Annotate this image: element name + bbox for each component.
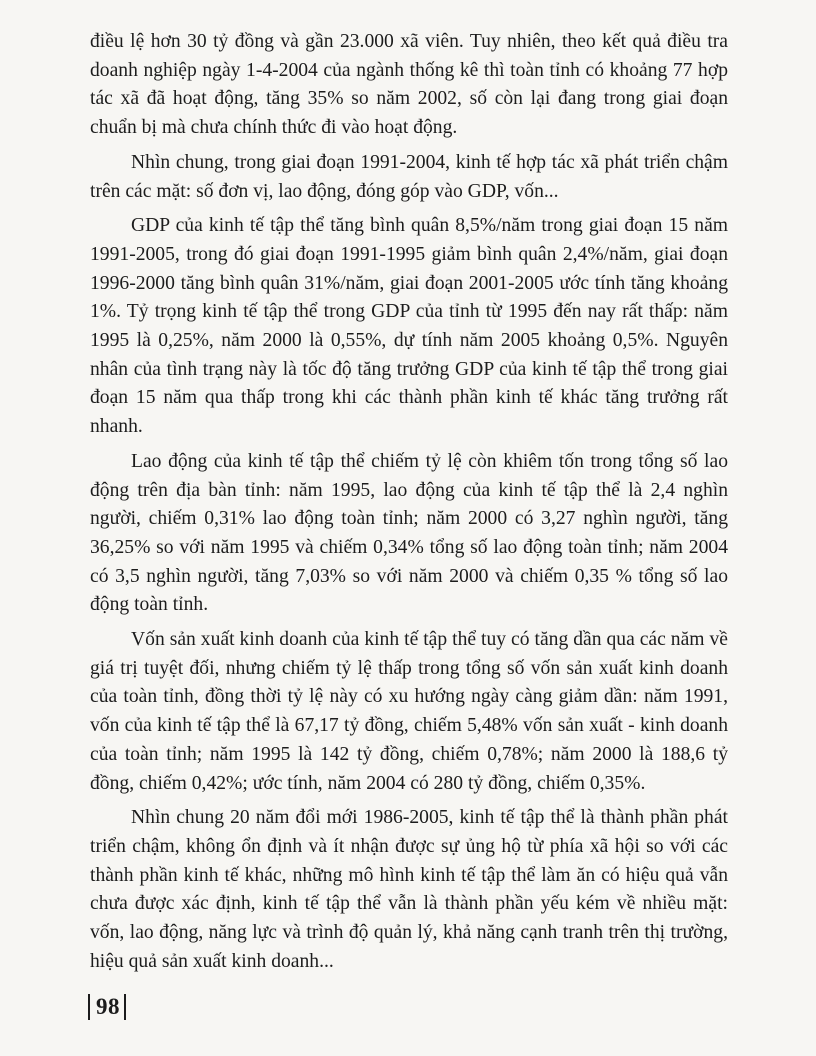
paragraph-collective-capital: Vốn sản xuất kinh doanh của kinh tế tập thể tuy có tăng dần qua các năm về giá trị tuyệt đối, nhưng chiếm tỷ lệ thấp trong tổng số vốn sản xuất kinh doanh của toàn tỉnh, đồng thời tỷ lệ này có xu hướng ngày càng giảm dần: năm 1991, vốn của kinh tế tập thể là 67,17 tỷ đồng, chiếm 5,48% vốn sản xuất - kinh doanh của toàn tỉnh; năm 1995 là 142 tỷ đồng, chiếm 0,78%; năm 2000 là 188,6 tỷ đồng, chiếm 0,42%; ước tính, năm 2004 có 280 tỷ đồng, chiếm 0,35%. [90, 629, 728, 794]
paragraph-cooperative-overview: Nhìn chung, trong giai đoạn 1991-2004, kinh tế hợp tác xã phát triển chậm trên các mặt: số đơn vị, lao động, đóng góp vào GDP, vốn... [90, 151, 728, 202]
page-body [90, 28, 728, 983]
paragraph-continuation: điều lệ hơn 30 tỷ đồng và gần 23.000 xã viên. Tuy nhiên, theo kết quả điều tra doanh nghiệp ngày 1-4-2004 của ngành thống kê thì toàn tỉnh có khoảng 77 hợp tác xã đã hoạt động, tăng 35% so năm 2002, số còn lại đang trong giai đoạn chuẩn bị mà chưa chính thức đi vào hoạt động. [90, 31, 728, 139]
paragraph-collective-labor: Lao động của kinh tế tập thể chiếm tỷ lệ còn khiêm tốn trong tổng số lao động trên địa bàn tỉnh: năm 1995, lao động của kinh tế tập thể là 2,4 nghìn người, chiếm 0,31% lao động toàn tỉnh; năm 2000 có 3,27 nghìn người, tăng 36,25% so với năm 1995 và chiếm 0,34% tổng số lao động toàn tỉnh; năm 2004 có 3,5 nghìn người, tăng 7,03% so với năm 2000 và chiếm 0,35 % tổng số lao động toàn tỉnh. [90, 450, 728, 616]
paragraph-summary-1986-2005: Nhìn chung 20 năm đổi mới 1986-2005, kinh tế tập thể là thành phần phát triển chậm, không ổn định và ít nhận được sự ủng hộ từ phía xã hội so với các thành phần kinh tế khác, những mô hình kinh tế tập thể làm ăn có hiệu quả vẫn chưa được xác định, kinh tế tập thể vẫn là thành phần yếu kém về nhiều mặt: vốn, lao động, năng lực và trình độ quản lý, khả năng cạnh tranh trên thị trường, hiệu quả sản xuất kinh doanh... [90, 807, 728, 972]
page-number: 98 [88, 994, 126, 1020]
paragraph-collective-gdp: GDP của kinh tế tập thể tăng bình quân 8,5%/năm trong giai đoạn 15 năm 1991-2005, trong đó giai đoạn 1991-1995 giảm bình quân 2,4%/năm, giai đoạn 1996-2000 tăng bình quân 31%/năm, giai đoạn 2001-2005 ước tính tăng khoảng 1%. Tỷ trọng kinh tế tập thể trong GDP của tỉnh từ 1995 đến nay rất thấp: năm 1995 là 0,25%, năm 2000 là 0,55%, dự tính năm 2005 khoảng 0,5%. Nguyên nhân của tình trạng này là tốc độ tăng trưởng GDP của kinh tế tập thể trong giai đoạn 15 năm qua thấp trong khi các thành phần kinh tế khác tăng trưởng rất nhanh. [90, 215, 728, 438]
